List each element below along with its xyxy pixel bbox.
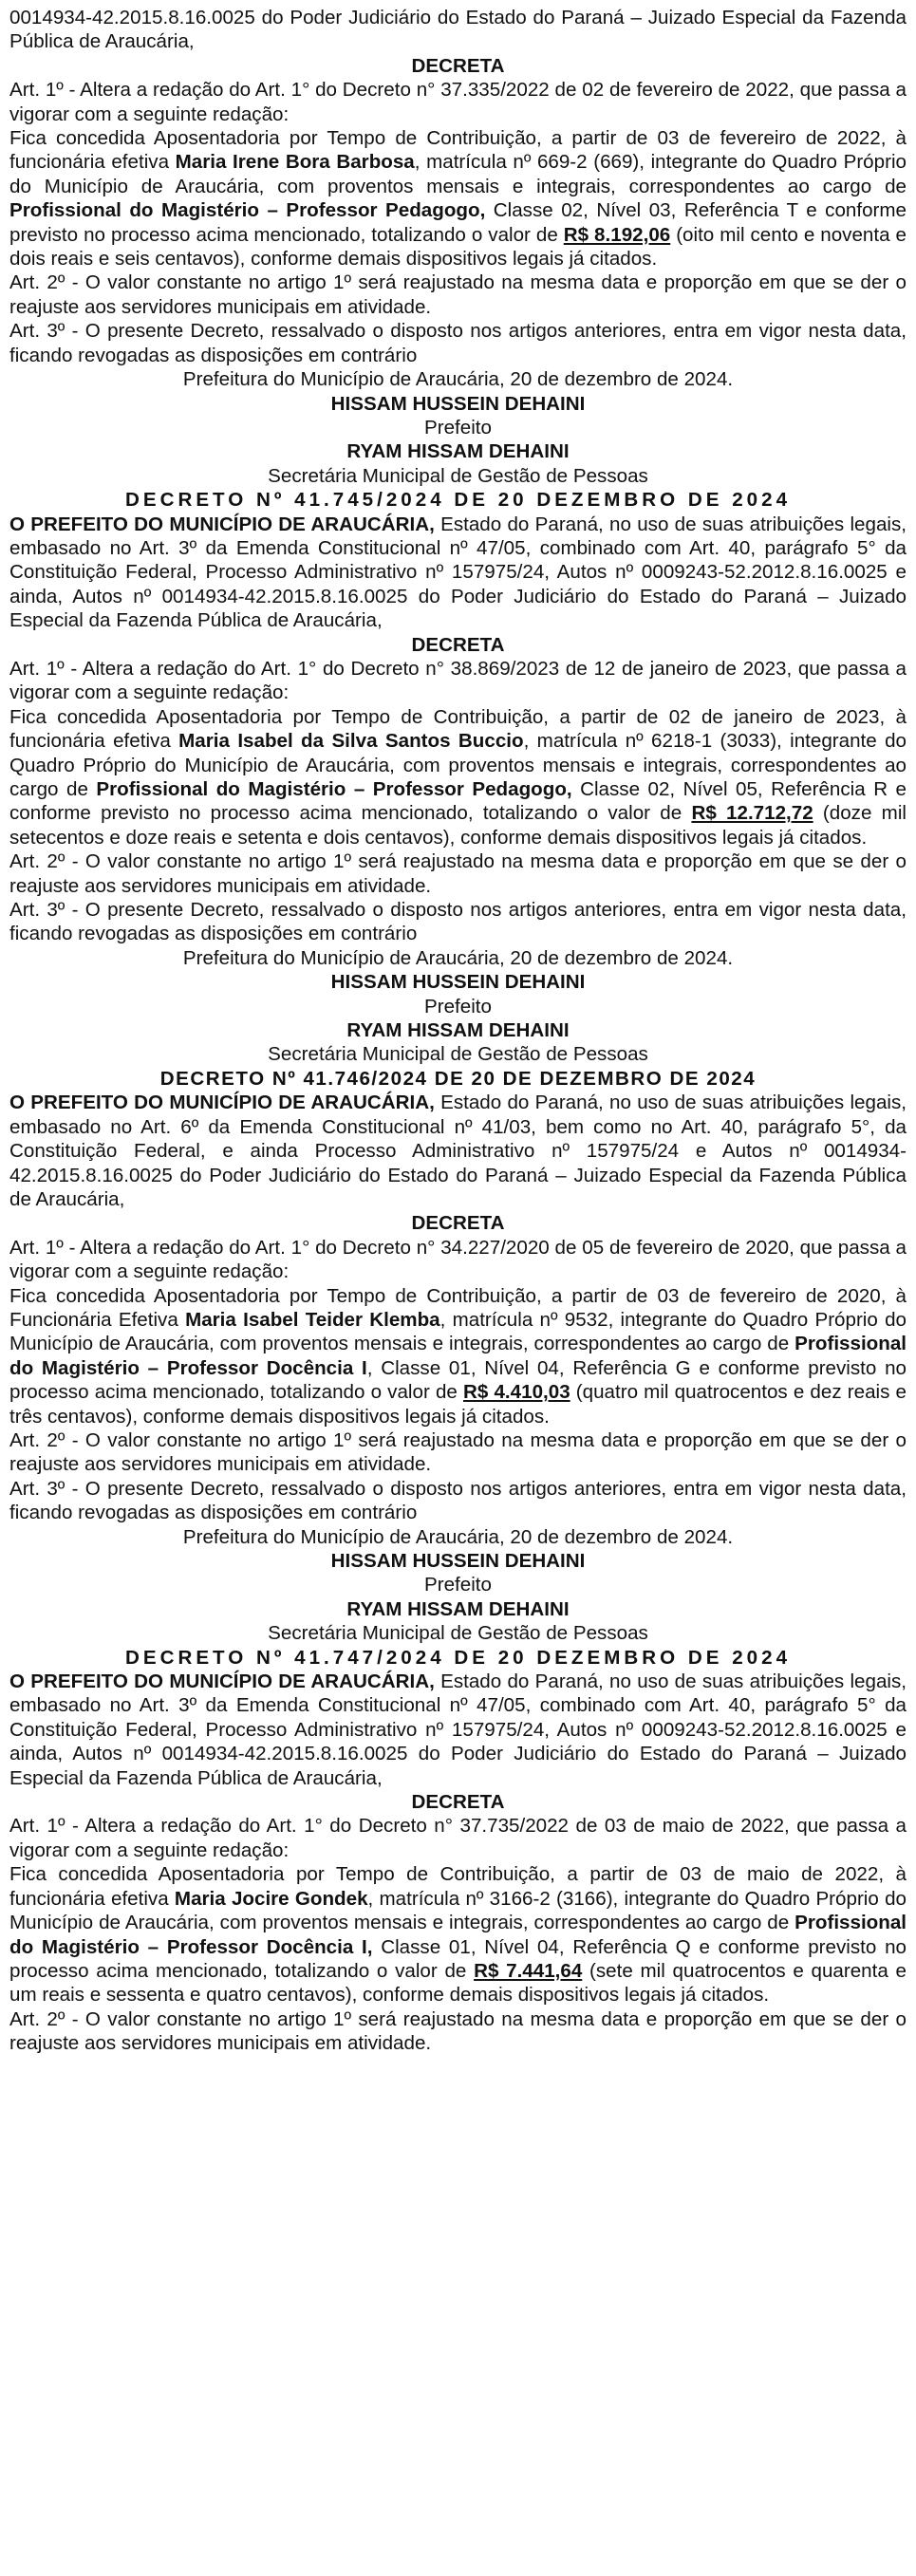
article-2: Art. 2º - O valor constante no artigo 1º será reajustado na mesma data e proporção em que se der o reajuste aos servidores municipais em atividade. (9, 850, 907, 897)
retirement-grant: Fica concedida Aposentadoria por Tempo de Contribuição, a partir de 03 de maio de 2022, à funcionária efetiva Maria Jocire Gondek, matrícula nº 3166-2 (3166), integrante do Quadro Próprio do Município de Araucária, com proventos mensais e integrais, correspondentes ao cargo de Profissional do Magistério – Professor Docência I, Classe 01, Nível 04, Referência Q e conforme previsto no processo acima mencionado, totalizando o valor de R$ 7.441,64 (sete mil quatrocentos e quarenta e um reais e sessenta e quatro centavos), conforme demais dispositivos legais já citados. (9, 1863, 907, 2007)
mayor-title: Prefeito (424, 416, 492, 439)
mayor-name: HISSAM HUSSEIN DEHAINI (330, 971, 586, 994)
mayor-name: HISSAM HUSSEIN DEHAINI (330, 1550, 586, 1572)
decreta-heading: DECRETA (411, 1791, 505, 1814)
decree-41745 (9, 488, 907, 1067)
place-date: Prefeitura do Município de Araucária, 20 de dezembro de 2024. (182, 946, 734, 969)
position-title: Profissional do Magistério – Professor Docência I, (9, 1912, 907, 1958)
employee-name: Maria Isabel da Silva Santos Buccio (178, 730, 524, 753)
preamble: O PREFEITO DO MUNICÍPIO DE ARAUCÁRIA, Estado do Paraná, no uso de suas atribuições legais, embasado no Art. 3º da Emenda Constitucional nº 47/05, combinado com Art. 40, parágrafo 5° da Constituição Federal, Processo Administrativo nº 157975/24, Autos nº 0009243-52.2012.8.16.0025 e ainda, Autos nº 0014934-42.2015.8.16.0025 do Poder Judiciário do Estado do Paraná – Juizado Especial da Fazenda Pública de Araucária, (9, 1671, 907, 1789)
position-title: Profissional do Magistério – Professor Pedagogo, (96, 778, 572, 800)
preamble: O PREFEITO DO MUNICÍPIO DE ARAUCÁRIA, Estado do Paraná, no uso de suas atribuições legais, embasado no Art. 6º da Emenda Constitucional nº 41/03, bem como no Art. 40, parágrafo 5°, da Constituição Federal, e ainda Processo Administrativo nº 157975/24 e Autos nº 0014934-42.2015.8.16.0025 do Poder Judiciário do Estado do Paraná – Juizado Especial da Fazenda Pública de Araucária, (9, 1092, 907, 1210)
preamble: O PREFEITO DO MUNICÍPIO DE ARAUCÁRIA, Estado do Paraná, no uso de suas atribuições legais, embasado no Art. 3º da Emenda Constitucional nº 47/05, combinado com Art. 40, parágrafo 5° da Constituição Federal, Processo Administrativo nº 157975/24, Autos nº 0009243-52.2012.8.16.0025 e ainda, Autos nº 0014934-42.2015.8.16.0025 do Poder Judiciário do Estado do Paraná – Juizado Especial da Fazenda Pública de Araucária, (9, 513, 907, 632)
position-title: Profissional do Magistério – Professor Pedagogo, (9, 199, 486, 222)
article-3: Art. 3º - O presente Decreto, ressalvado o disposto nos artigos anteriores, entra em vigor nesta data, ficando revogadas as disposições em contrário (9, 1477, 907, 1524)
decree-continuation (9, 6, 907, 488)
article-2: Art. 2º - O valor constante no artigo 1º será reajustado na mesma data e proporção em que se der o reajuste aos servidores municipais em atividade. (9, 2007, 907, 2055)
mayor-title: Prefeito (424, 995, 492, 1017)
benefit-amount: R$ 7.441,64 (474, 1959, 583, 1982)
position-title: Profissional do Magistério – Professor Docência I (9, 1333, 907, 1379)
mayor-title: Prefeito (424, 1574, 492, 1596)
mayor-name: HISSAM HUSSEIN DEHAINI (330, 392, 586, 415)
decreta-heading: DECRETA (411, 633, 505, 656)
retirement-grant: Fica concedida Aposentadoria por Tempo de Contribuição, a partir de 03 de fevereiro de 2022, à funcionária efetiva Maria Irene Bora Barbosa, matrícula nº 669-2 (669), integrante do Quadro Próprio do Município de Araucária, com proventos mensais e integrais, correspondentes ao cargo de Profissional do Magistério – Professor Pedagogo, Classe 02, Nível 03, Referência T e conforme previsto no processo acima mencionado, totalizando o valor de R$ 8.192,06 (oito mil cento e noventa e dois reais e seis centavos), conforme demais dispositivos legais já citados. (9, 127, 907, 271)
secretary-title: Secretária Municipal de Gestão de Pessoas (268, 1043, 648, 1066)
benefit-amount: R$ 4.410,03 (463, 1381, 570, 1404)
preamble-tail: 0014934-42.2015.8.16.0025 do Poder Judiciário do Estado do Paraná – Juizado Especial da Fazenda Pública de Araucária, (9, 7, 907, 53)
secretary-name: RYAM HISSAM DEHAINI (346, 440, 570, 463)
benefit-amount: R$ 8.192,06 (563, 223, 671, 246)
decree-title: DECRETO Nº 41.746/2024 DE 20 DE DEZEMBRO DE 2024 (159, 1067, 757, 1090)
secretary-name: RYAM HISSAM DEHAINI (346, 1019, 570, 1042)
place-date: Prefeitura do Município de Araucária, 20 de dezembro de 2024. (182, 1525, 734, 1548)
place-date: Prefeitura do Município de Araucária, 20 de dezembro de 2024. (182, 368, 734, 391)
article-1: Art. 1º - Altera a redação do Art. 1° do Decreto n° 37.735/2022 de 03 de maio de 2022, que passa a vigorar com a seguinte redação: (9, 1815, 907, 1861)
retirement-grant: Fica concedida Aposentadoria por Tempo de Contribuição, a partir de 02 de janeiro de 2023, à funcionária efetiva Maria Isabel da Silva Santos Buccio, matrícula nº 6218-1 (3033), integrante do Quadro Próprio do Município de Araucária, com proventos mensais e integrais, correspondentes ao cargo de Profissional do Magistério – Professor Pedagogo, Classe 02, Nível 05, Referência R e conforme previsto no processo acima mencionado, totalizando o valor de R$ 12.712,72 (doze mil setecentos e doze reais e setenta e dois centavos), conforme demais dispositivos legais já citados. (9, 705, 907, 849)
secretary-title: Secretária Municipal de Gestão de Pessoas (268, 464, 648, 487)
decree-title: DECRETO Nº 41.747/2024 DE 20 DEZEMBRO DE 2024 (124, 1646, 792, 1669)
decreta-heading: DECRETA (411, 54, 505, 77)
article-3: Art. 3º - O presente Decreto, ressalvado o disposto nos artigos anteriores, entra em vigor nesta data, ficando revogadas as disposições em contrário (9, 320, 907, 366)
retirement-grant: Fica concedida Aposentadoria por Tempo de Contribuição, a partir de 03 de fevereiro de 2020, à Funcionária Efetiva Maria Isabel Teider Klemba, matrícula nº 9532, integrante do Quadro Próprio do Município de Araucária, com proventos mensais e integrais, correspondentes ao cargo de Profissional do Magistério – Professor Docência I, Classe 01, Nível 04, Referência G e conforme previsto no processo acima mencionado, totalizando o valor de R$ 4.410,03 (quatro mil quatrocentos e dez reais e três centavos), conforme demais dispositivos legais já citados. (9, 1284, 907, 1428)
secretary-title: Secretária Municipal de Gestão de Pessoas (268, 1622, 648, 1645)
employee-name: Maria Irene Bora Barbosa (175, 151, 415, 174)
employee-name: Maria Jocire Gondek (174, 1887, 368, 1910)
article-2: Art. 2º - O valor constante no artigo 1º será reajustado na mesma data e proporção em que se der o reajuste aos servidores municipais em atividade. (9, 271, 907, 318)
article-3: Art. 3º - O presente Decreto, ressalvado o disposto nos artigos anteriores, entra em vigor nesta data, ficando revogadas as disposições em contrário (9, 899, 907, 945)
article-1: Art. 1º - Altera a redação do Art. 1° do Decreto n° 37.335/2022 de 02 de fevereiro de 2022, que passa a vigorar com a seguinte redação: (9, 79, 907, 125)
employee-name: Maria Isabel Teider Klemba (185, 1308, 440, 1331)
article-2: Art. 2º - O valor constante no artigo 1º será reajustado na mesma data e proporção em que se der o reajuste aos servidores municipais em atividade. (9, 1428, 907, 1476)
secretary-name: RYAM HISSAM DEHAINI (346, 1597, 570, 1620)
benefit-amount: R$ 12.712,72 (691, 802, 813, 825)
decree-title: DECRETO Nº 41.745/2024 DE 20 DEZEMBRO DE 2024 (124, 489, 792, 512)
article-1: Art. 1º - Altera a redação do Art. 1° do Decreto n° 34.227/2020 de 05 de fevereiro de 2020, que passa a vigorar com a seguinte redação: (9, 1236, 907, 1283)
decree-41746 (9, 1067, 907, 1646)
decreta-heading: DECRETA (411, 1212, 505, 1235)
article-1: Art. 1º - Altera a redação do Art. 1° do Decreto n° 38.869/2023 de 12 de janeiro de 2023, que passa a vigorar com a seguinte redação: (9, 657, 907, 704)
decree-41747 (9, 1646, 907, 2056)
